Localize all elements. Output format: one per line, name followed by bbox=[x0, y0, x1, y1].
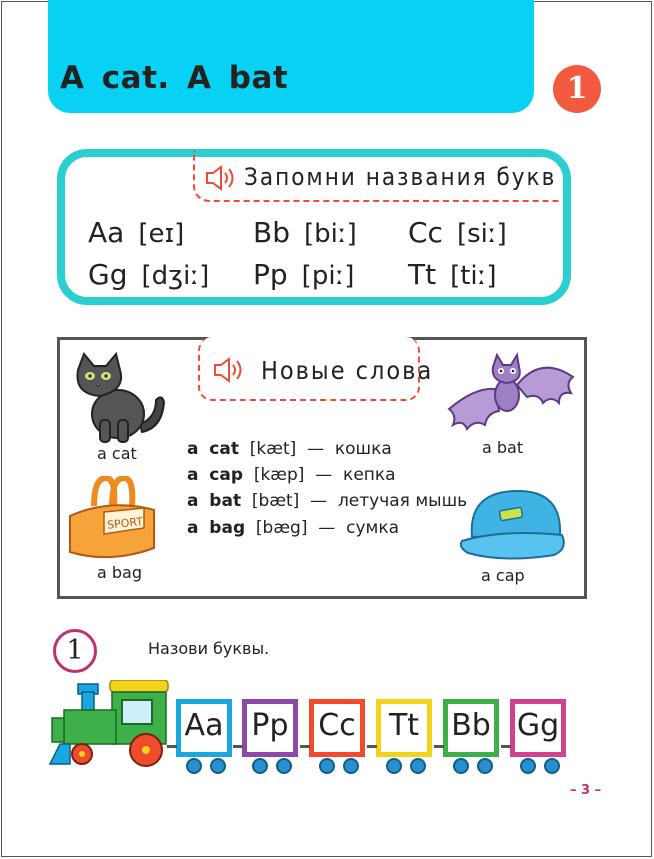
word-translation: сумка bbox=[346, 518, 400, 538]
word-transcription: [kæt] bbox=[249, 439, 297, 459]
lesson-number-badge: 1 bbox=[553, 65, 601, 113]
letter-pair bbox=[408, 258, 497, 291]
wagon-wheel bbox=[477, 758, 493, 774]
word-article: a bbox=[187, 518, 199, 538]
bag-illustration bbox=[64, 476, 160, 562]
transcription: [biː] bbox=[303, 219, 357, 249]
wagon-wheel bbox=[410, 758, 426, 774]
locomotive-illustration bbox=[48, 680, 172, 772]
bat-label: a bat bbox=[482, 438, 524, 457]
wagon-letters: Tt bbox=[388, 708, 420, 743]
word-transcription: [bæt] bbox=[251, 491, 300, 511]
wagon-wheel bbox=[210, 758, 226, 774]
word-translation: кошка bbox=[334, 439, 392, 459]
bag-text: SPORT bbox=[106, 515, 144, 532]
wagon-coupler bbox=[434, 745, 444, 748]
wagon-letters: Cc bbox=[318, 708, 356, 743]
train-wagon bbox=[376, 699, 432, 757]
speaker-icon[interactable] bbox=[204, 164, 236, 192]
word-transcription: [bæg] bbox=[255, 518, 308, 538]
wagon-wheel bbox=[453, 758, 469, 774]
exercise-number: 1 bbox=[53, 629, 97, 673]
letters: Tt bbox=[408, 258, 437, 291]
word-english: cap bbox=[209, 465, 244, 485]
letter-pair bbox=[408, 216, 507, 249]
letters-header-title: Запомни названия букв bbox=[244, 163, 557, 191]
wagon-wheel bbox=[186, 758, 202, 774]
word-english: bag bbox=[209, 518, 246, 538]
word-entry: a bat [bæt] — летучая мышь bbox=[187, 491, 468, 511]
word-transcription: [kæp] bbox=[253, 465, 305, 485]
wagon-coupler bbox=[501, 745, 511, 748]
wagon-wheel bbox=[252, 758, 268, 774]
transcription: [eɪ] bbox=[138, 219, 185, 249]
word-entry: a bag [bæg] — сумка bbox=[187, 518, 400, 538]
letters: Pp bbox=[253, 258, 288, 291]
wagon-coupler bbox=[367, 745, 377, 748]
wagon-coupler bbox=[167, 745, 177, 748]
wagon-wheel bbox=[386, 758, 402, 774]
transcription: [dʒiː] bbox=[141, 261, 210, 291]
bat-illustration bbox=[445, 345, 577, 443]
wagon-wheel bbox=[343, 758, 359, 774]
train-wagon bbox=[510, 699, 566, 757]
cap-illustration bbox=[458, 487, 568, 563]
cat-illustration bbox=[70, 352, 170, 444]
transcription: [siː] bbox=[456, 219, 507, 249]
transcription: [tiː] bbox=[450, 261, 497, 291]
letter-pair bbox=[253, 258, 354, 291]
word-translation: кепка bbox=[343, 465, 396, 485]
letter-pair bbox=[88, 258, 209, 291]
word-entry: a cap [kæp] — кепка bbox=[187, 465, 396, 485]
word-english: cat bbox=[209, 439, 239, 459]
wagon-wheel bbox=[319, 758, 335, 774]
letters: Bb bbox=[253, 216, 290, 249]
wagon-letters: Bb bbox=[451, 708, 491, 743]
wagon-letters: Aa bbox=[184, 708, 224, 743]
letter-pair bbox=[88, 216, 184, 249]
word-english: bat bbox=[209, 491, 242, 511]
letters: Gg bbox=[88, 258, 128, 291]
cap-label: a cap bbox=[481, 566, 525, 585]
speaker-icon[interactable] bbox=[212, 356, 244, 384]
wagon-coupler bbox=[233, 745, 243, 748]
wagon-wheel bbox=[544, 758, 560, 774]
wagon-letters: Gg bbox=[516, 708, 560, 743]
wagon-wheel bbox=[276, 758, 292, 774]
letter-pair bbox=[253, 216, 357, 249]
word-article: a bbox=[187, 439, 199, 459]
bag-label: a bag bbox=[97, 563, 143, 582]
letters: Cc bbox=[408, 216, 443, 249]
exercise-instruction: Назови буквы. bbox=[148, 639, 270, 658]
wagon-wheel bbox=[520, 758, 536, 774]
wagon-letters: Pp bbox=[251, 708, 289, 743]
page-number: – 3 – bbox=[570, 783, 602, 798]
word-translation: летучая мышь bbox=[337, 491, 468, 511]
title-banner bbox=[48, 0, 534, 113]
letters: Aa bbox=[88, 216, 125, 249]
cat-label: a cat bbox=[97, 444, 137, 463]
train-wagon bbox=[242, 699, 298, 757]
word-entry: a cat [kæt] — кошка bbox=[187, 439, 392, 459]
word-article: a bbox=[187, 465, 199, 485]
page-title: A cat. A bat bbox=[60, 60, 289, 96]
word-article: a bbox=[187, 491, 199, 511]
train-wagon bbox=[309, 699, 365, 757]
transcription: [piː] bbox=[301, 261, 355, 291]
wagon-coupler bbox=[300, 745, 310, 748]
train-wagon bbox=[176, 699, 232, 757]
words-header-title: Новые слова bbox=[261, 356, 434, 385]
train-wagon bbox=[443, 699, 499, 757]
